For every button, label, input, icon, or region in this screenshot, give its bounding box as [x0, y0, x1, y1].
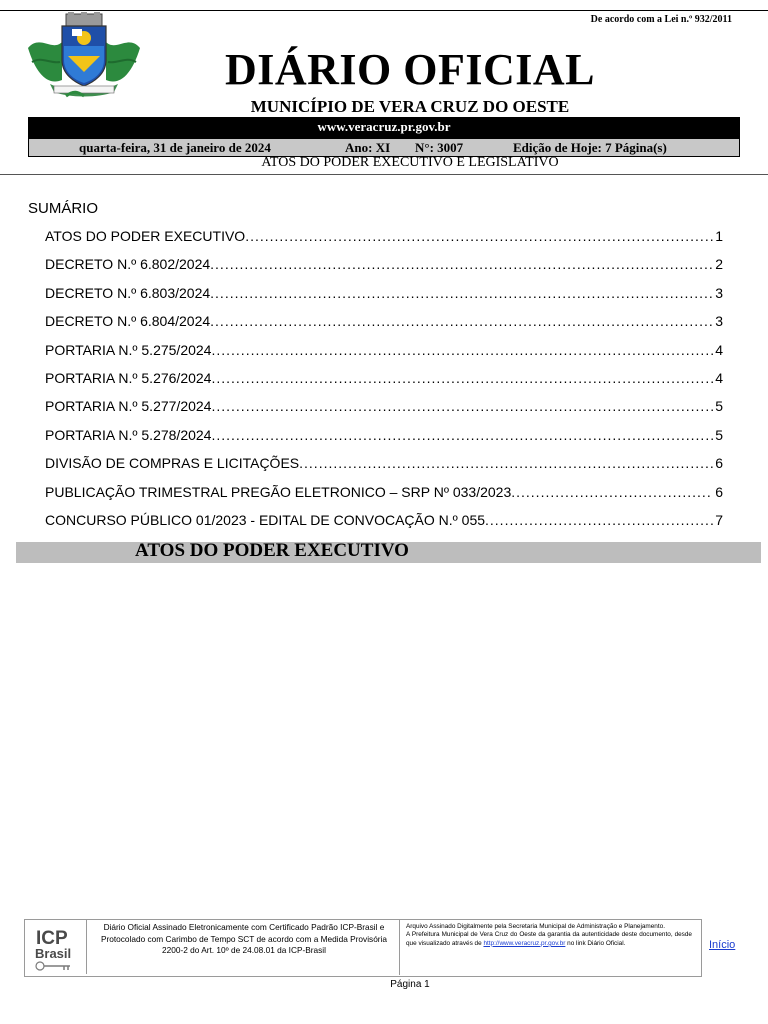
acts-header: ATOS DO PODER EXECUTIVO E LEGISLATIVO [261, 155, 559, 170]
website-bar [28, 117, 740, 138]
toc-leader-dots [211, 342, 713, 358]
toc-item[interactable] [45, 484, 723, 512]
toc-item[interactable] [45, 228, 723, 256]
toc-item-label: PORTARIA N.º 5.277/2024 [45, 398, 212, 415]
top-rule [0, 10, 768, 11]
newspaper-title: DIÁRIO OFICIAL [224, 45, 596, 94]
toc-item-label: PORTARIA N.º 5.278/2024 [45, 426, 212, 443]
svg-text:ICP: ICP [36, 928, 68, 949]
toc-item-label: DECRETO N.º 6.804/2024 [45, 313, 211, 330]
toc-item[interactable] [45, 512, 723, 540]
toc-item-page: 2 [715, 256, 723, 273]
toc-item[interactable] [45, 455, 723, 483]
toc-item-label: DIVISÃO DE COMPRAS E LICITAÇÕES [45, 455, 300, 472]
toc-item-page: 6 [715, 483, 723, 500]
toc-item-label: PORTARIA N.º 5.275/2024 [45, 341, 212, 358]
signed-text-2: A Prefeitura Municipal de Vera Cruz do Oeste da garantia da autenticidade deste documento, desde que visualizado através de [406, 931, 692, 947]
summary-title: SUMÁRIO [28, 200, 99, 217]
toc-item-page: 4 [715, 341, 723, 358]
toc-leader-dots [245, 228, 713, 244]
toc-item-page: 5 [715, 398, 723, 415]
toc-item-page: 4 [715, 369, 723, 386]
toc-item-page: 3 [715, 313, 723, 330]
toc-item-label: PORTARIA N.º 5.276/2024 [45, 369, 212, 386]
law-notice: De acordo com a Lei n.º 932/2011 [590, 14, 732, 25]
section-heading: ATOS DO PODER EXECUTIVO [135, 540, 409, 561]
toc-item-label: PUBLICAÇÃO TRIMESTRAL PREGÃO ELETRONICO – SRP Nº 033/2023 [45, 483, 512, 500]
svg-text:Brasil: Brasil [35, 946, 72, 961]
toc-item[interactable] [45, 313, 723, 341]
toc-item-label: CONCURSO PÚBLICO 01/2023 - EDITAL DE CONVOCAÇÃO N.º 055 [45, 511, 486, 528]
signed-text-1: Arquivo Assinado Digitalmente pela Secretaria Municipal de Administração e Planejamento. [406, 923, 665, 930]
inicio-link[interactable]: Início [709, 939, 736, 951]
toc-leader-dots [210, 285, 713, 301]
table-of-contents [45, 228, 723, 540]
certificate-text: Diário Oficial Assinado Eletronicamente com Certificado Padrão ICP-Brasil e Protocolado com Carimbo de Tempo SCT de acordo com a Medida Provisória 2200-2 do Art. 10º de 24.08.01 da ICP-Brasil [100, 922, 388, 955]
toc-leader-dots [210, 256, 713, 272]
edition-year: Ano: XI [345, 140, 391, 155]
toc-item[interactable] [45, 398, 723, 426]
toc-leader-dots [210, 313, 713, 329]
edition-number: N°: 3007 [415, 140, 464, 155]
signed-link[interactable]: http://www.veracruz.pr.gov.br [483, 939, 566, 947]
header-divider [0, 174, 768, 175]
toc-item[interactable] [45, 256, 723, 284]
toc-item[interactable] [45, 285, 723, 313]
municipal-coat-of-arms [22, 12, 146, 98]
municipality-name: MUNICÍPIO DE VERA CRUZ DO OESTE [250, 97, 570, 116]
signed-text-3: no link Diário Oficial. [567, 939, 626, 947]
toc-leader-dots [511, 484, 713, 500]
icp-brasil-logo [26, 920, 87, 974]
toc-item[interactable] [45, 370, 723, 398]
toc-item-label: DECRETO N.º 6.803/2024 [45, 284, 211, 301]
website-url[interactable]: www.veracruz.pr.gov.br [317, 119, 451, 134]
toc-item-page: 1 [715, 228, 723, 244]
edition-pages: Edição de Hoje: 7 Página(s) [513, 140, 667, 155]
signed-statement [406, 923, 692, 948]
page-number: Página 1 [390, 979, 430, 990]
footer-divider [399, 920, 400, 975]
toc-item-page: 6 [715, 455, 723, 472]
edition-date: quarta-feira, 31 de janeiro de 2024 [79, 140, 271, 155]
toc-item-label: DECRETO N.º 6.802/2024 [45, 256, 211, 273]
toc-leader-dots [485, 512, 713, 528]
toc-item-page: 3 [715, 284, 723, 301]
toc-item[interactable] [45, 427, 723, 455]
toc-item-page: 5 [715, 426, 723, 443]
toc-leader-dots [211, 398, 713, 414]
toc-item-page: 7 [715, 511, 723, 528]
toc-item[interactable] [45, 342, 723, 370]
toc-leader-dots [211, 370, 713, 386]
toc-item-label: ATOS DO PODER EXECUTIVO [45, 228, 246, 244]
toc-leader-dots [211, 427, 713, 443]
toc-leader-dots [299, 455, 713, 471]
